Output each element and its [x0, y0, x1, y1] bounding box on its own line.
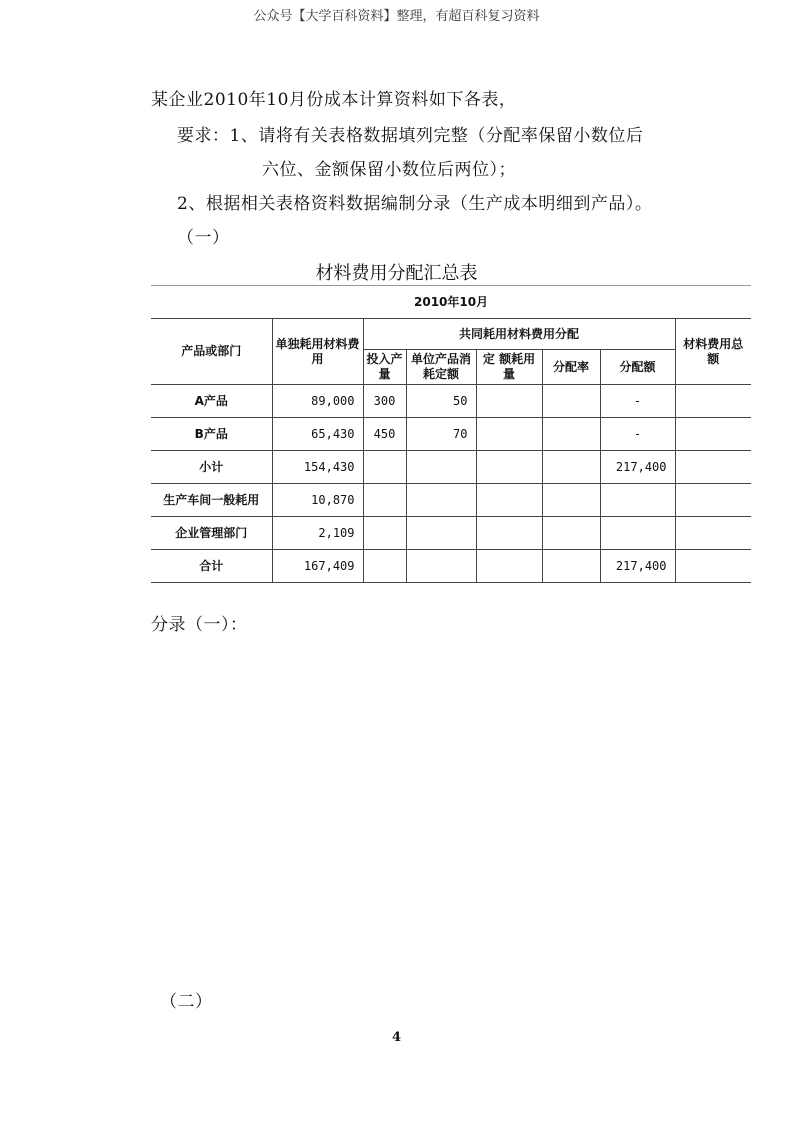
row-single: 65,430 — [272, 418, 363, 451]
header-input: 投入产量 — [363, 350, 406, 385]
row-unit — [406, 550, 476, 583]
entries-label: 分录（一）： — [151, 615, 248, 635]
header-amount: 分配额 — [600, 350, 675, 385]
table-row — [151, 385, 751, 418]
row-single: 167,409 — [272, 550, 363, 583]
row-name: 小计 — [151, 451, 272, 484]
section-two-label: （二） — [160, 992, 213, 1012]
row-unit: 50 — [406, 385, 476, 418]
row-unit — [406, 517, 476, 550]
row-total — [675, 451, 751, 484]
row-name: B产品 — [151, 418, 272, 451]
intro-line-1: 某企业2010年10月份成本计算资料如下各表， — [151, 90, 517, 110]
row-single: 89,000 — [272, 385, 363, 418]
row-input — [363, 484, 406, 517]
table-row — [151, 418, 751, 451]
table-row — [151, 517, 751, 550]
row-rate — [542, 385, 600, 418]
row-name: A产品 — [151, 385, 272, 418]
row-rate — [542, 550, 600, 583]
intro-line-3: 六位、金额保留小数位后两位）； — [262, 160, 516, 180]
row-amount: - — [600, 418, 675, 451]
intro-line-4: 2、根据相关表格资料数据编制分录（生产成本明细到产品）。 — [177, 194, 653, 214]
material-cost-table — [151, 285, 751, 583]
row-single: 10,870 — [272, 484, 363, 517]
row-input — [363, 451, 406, 484]
page-number: 4 — [391, 1030, 402, 1045]
row-rate — [542, 484, 600, 517]
row-amount — [600, 484, 675, 517]
table-title: 材料费用分配汇总表 — [315, 263, 478, 284]
row-quota — [476, 517, 542, 550]
row-total — [675, 484, 751, 517]
header-unit: 单位产品消耗定额 — [406, 350, 476, 385]
section-one-label: （一） — [177, 228, 230, 248]
row-unit — [406, 451, 476, 484]
header-common: 共同耗用材料费用分配 — [363, 319, 675, 350]
row-quota — [476, 385, 542, 418]
row-quota — [476, 484, 542, 517]
table-row — [151, 484, 751, 517]
row-total — [675, 550, 751, 583]
row-total — [675, 517, 751, 550]
row-amount: - — [600, 385, 675, 418]
intro-line-2: 要求：1、请将有关表格数据填列完整（分配率保留小数位后 — [177, 126, 644, 146]
header-total: 材料费用总额 — [675, 319, 751, 385]
row-rate — [542, 517, 600, 550]
row-input: 450 — [363, 418, 406, 451]
row-quota — [476, 451, 542, 484]
header-dept: 产品或部门 — [151, 319, 272, 385]
row-input: 300 — [363, 385, 406, 418]
table-row — [151, 550, 751, 583]
row-quota — [476, 550, 542, 583]
row-total — [675, 385, 751, 418]
row-rate — [542, 451, 600, 484]
row-name: 企业管理部门 — [151, 517, 272, 550]
row-amount — [600, 517, 675, 550]
row-unit — [406, 484, 476, 517]
row-input — [363, 517, 406, 550]
table-row — [151, 451, 751, 484]
row-amount: 217,400 — [600, 550, 675, 583]
row-input — [363, 550, 406, 583]
row-rate — [542, 418, 600, 451]
row-name: 合计 — [151, 550, 272, 583]
header-single: 单独耗用材料费用 — [272, 319, 363, 385]
row-unit: 70 — [406, 418, 476, 451]
header-rate: 分配率 — [542, 350, 600, 385]
page-header: 公众号【大学百科资料】整理，有超百科复习资料 — [253, 9, 540, 24]
row-single: 2,109 — [272, 517, 363, 550]
row-name: 生产车间一般耗用 — [151, 484, 272, 517]
row-total — [675, 418, 751, 451]
header-quota: 定 额耗用量 — [476, 350, 542, 385]
material-cost-table-wrapper — [151, 285, 751, 583]
row-single: 154,430 — [272, 451, 363, 484]
table-date: 2010年10月 — [151, 286, 751, 319]
row-quota — [476, 418, 542, 451]
row-amount: 217,400 — [600, 451, 675, 484]
